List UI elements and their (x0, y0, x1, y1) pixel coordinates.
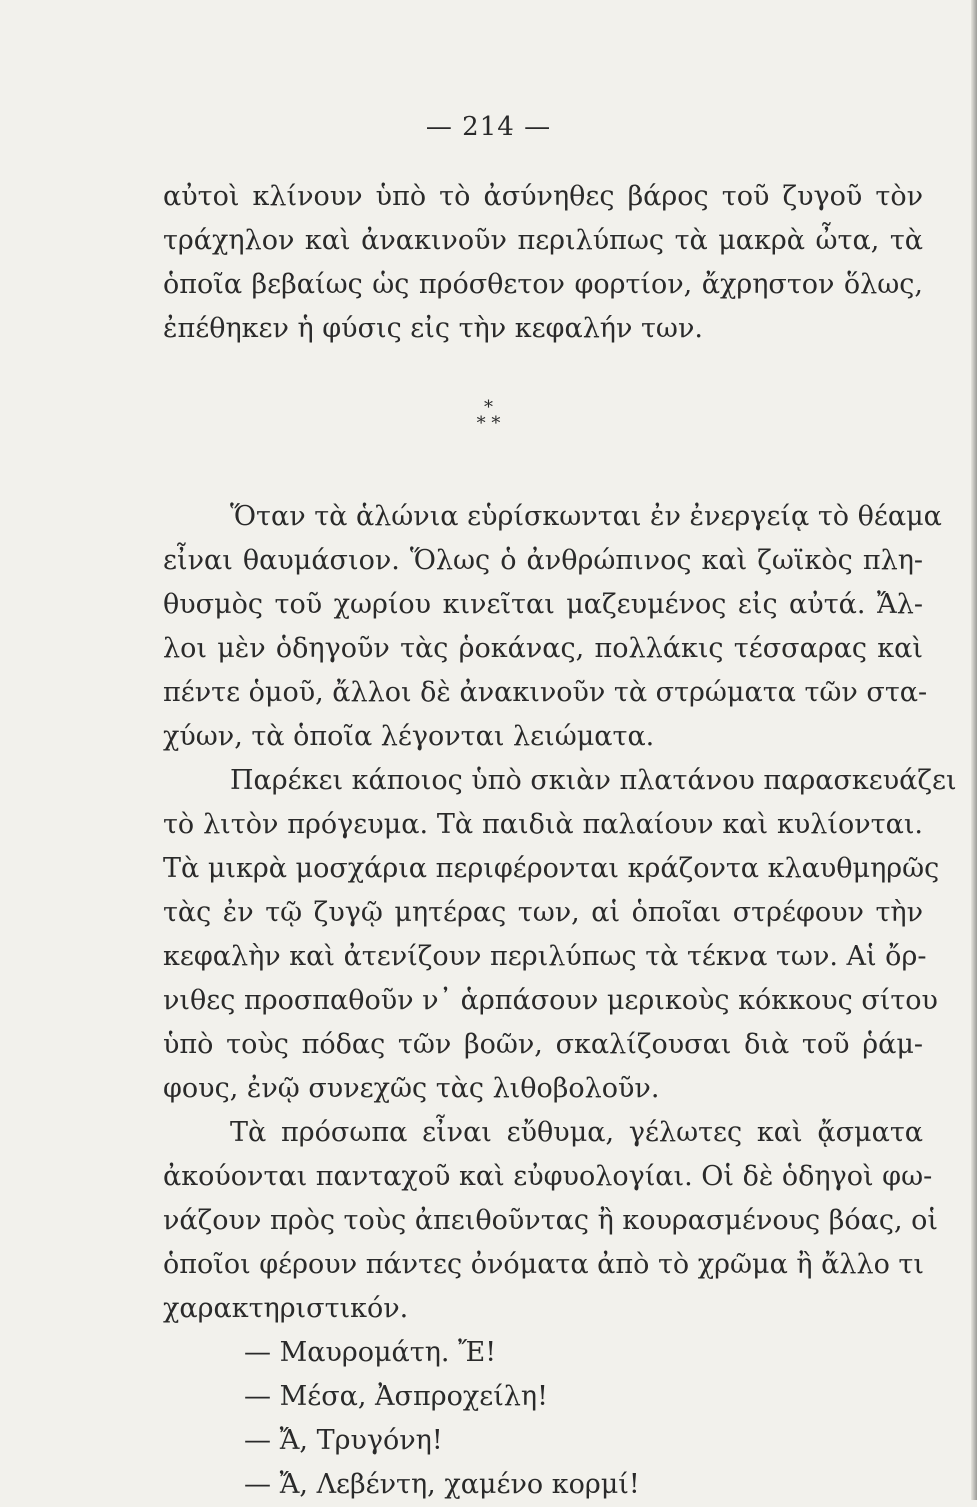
text-line: Ὅταν τὰ ἁλώνια εὑρίσκωνται ἐν ἐνεργείᾳ τὸ θέαμα (230, 501, 942, 532)
text-line: Παρέκει κάποιος ὑπὸ σκιὰν πλατάνου παρασκευάζει (230, 765, 957, 796)
text-line: θυσμὸς τοῦ χωρίου κινεῖται μαζευμένος εἰς αὐτά. Ἄλ- (163, 589, 923, 620)
text-line: Τὰ πρόσωπα εἶναι εὔθυμα, γέλωτες καὶ ᾄσματα (230, 1117, 923, 1148)
text-line: πέντε ὁμοῦ, ἄλλοι δὲ ἀνακινοῦν τὰ στρώματα τῶν στα- (163, 677, 928, 708)
text-line: χαρακτηριστικόν. (163, 1293, 409, 1324)
text-line: νάζουν πρὸς τοὺς ἀπειθοῦντας ἢ κουρασμένους βόας, οἱ (163, 1205, 938, 1236)
text-line: νιθες προσπαθοῦν ν᾽ ἁρπάσουν μερικοὺς κόκκους σίτου (163, 985, 938, 1016)
text-line: τὸ λιτὸν πρόγευμα. Τὰ παιδιὰ παλαίουν καὶ κυλίονται. (163, 809, 923, 840)
text-line: ὁποῖα βεβαίως ὡς πρόσθετον φορτίον, ἄχρηστον ὅλως, (163, 269, 923, 300)
text-line: ἐπέθηκεν ἡ φύσις εἰς τὴν κεφαλήν των. (163, 313, 703, 344)
dialogue-line: — Μαυρομάτη. Ἔ! (244, 1337, 497, 1368)
page-number: — 214 — (425, 112, 552, 142)
text-line: λοι μὲν ὁδηγοῦν τὰς ῥοκάνας, πολλάκις τέσσαρας καὶ (163, 633, 923, 664)
text-line: ὑπὸ τοὺς πόδας τῶν βοῶν, σκαλίζουσαι διὰ τοῦ ῥάμ- (163, 1029, 923, 1060)
text-line: κεφαλὴν καὶ ἀτενίζουν περιλύπως τὰ τέκνα των. Αἱ ὄρ- (163, 941, 927, 972)
separator-star-top: * (484, 397, 493, 418)
text-line: φους, ἐνῷ συνεχῶς τὰς λιθοβολοῦν. (163, 1073, 660, 1104)
dialogue-line: — Ἄ, Λεβέντη, χαμένο κορμί! (244, 1469, 640, 1500)
text-line: τὰς ἐν τῷ ζυγῷ μητέρας των, αἱ ὁποῖαι στρέφουν τὴν (163, 897, 923, 928)
text-line: τράχηλον καὶ ἀνακινοῦν περιλύπως τὰ μακρὰ ὦτα, τὰ (163, 225, 923, 256)
dialogue-line: — Μέσα, Ἀσπροχείλη! (244, 1381, 548, 1412)
text-line: αὐτοὶ κλίνουν ὑπὸ τὸ ἀσύνηθες βάρος τοῦ ζυγοῦ τὸν (163, 181, 923, 212)
text-line: ἀκούονται πανταχοῦ καὶ εὐφυολογίαι. Οἱ δὲ ὁδηγοὶ φω- (163, 1161, 933, 1192)
text-line: ὁποῖοι φέρουν πάντες ὀνόματα ἀπὸ τὸ χρῶμα ἢ ἄλλο τι (163, 1249, 924, 1280)
text-line: εἶναι θαυμάσιον. Ὅλως ὁ ἀνθρώπινος καὶ ζωϊκὸς πλη- (163, 545, 923, 576)
dialogue-line: — Ἄ, Τρυγόνη! (244, 1425, 443, 1456)
separator-star-bottom: * * (476, 413, 501, 434)
text-line: Τὰ μικρὰ μοσχάρια περιφέρονται κράζοντα κλαυθμηρῶς (163, 853, 940, 884)
page-edge-shadow (971, 0, 977, 1500)
text-line: χύων, τὰ ὁποῖα λέγονται λειώματα. (163, 721, 655, 752)
